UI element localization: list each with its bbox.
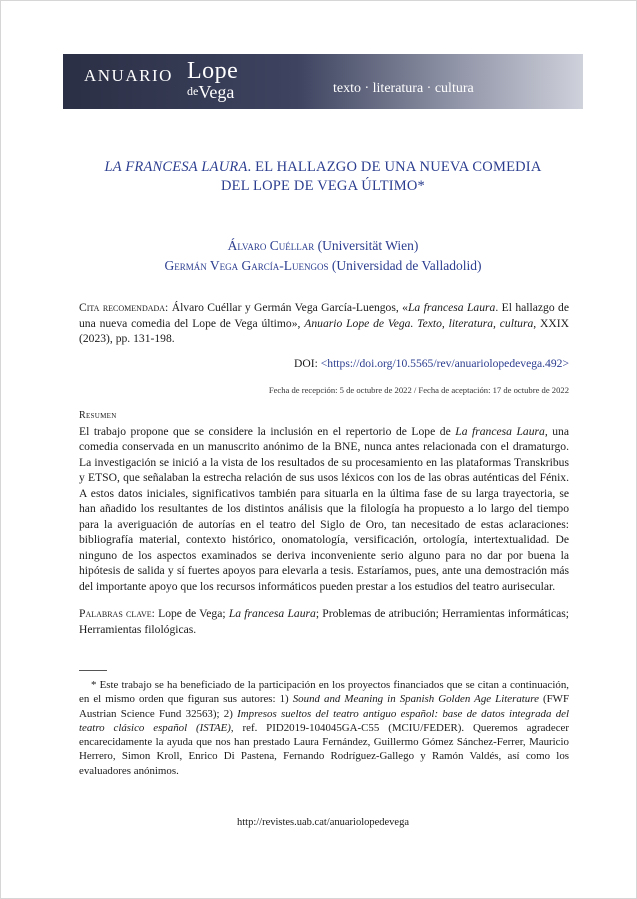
footnote <box>79 678 569 778</box>
footnote-italic-1: Sound and Meaning in Spanish Golden Age Literature <box>292 693 539 706</box>
author-1-name: Álvaro Cuéllar <box>227 238 315 253</box>
author-2 <box>63 256 583 276</box>
journal-tagline: texto · literatura · cultura <box>333 81 474 96</box>
journal-banner <box>63 54 583 109</box>
footnote-text-2: (FWF Austrian Science Fund 32563); 2) <box>79 693 569 720</box>
doi-label: DOI: <box>294 357 318 370</box>
keywords-text-a: Lope de Vega; <box>154 607 229 620</box>
journal-name-anuario: ANUARIO <box>84 66 173 85</box>
journal-logo-de: de <box>187 84 199 98</box>
citation-italic-2: Anuario Lope de Vega. Texto, literatura, cultura <box>304 316 534 330</box>
footer-url[interactable]: http://revistes.uab.cat/anuariolopedevega <box>236 817 410 828</box>
title-line1-rest: . EL HALLAZGO DE UNA NUEVA COMEDIA <box>247 159 542 175</box>
title-line2: DEL LOPE DE VEGA ÚLTIMO* <box>220 178 426 194</box>
article-title <box>63 158 583 196</box>
abstract-heading: Resumen <box>79 410 117 421</box>
footnote-italic-2: Impresos sueltos del teatro antiguo español: base de datos integrada del teatro clásico español (ISTAE) <box>79 707 570 734</box>
author-1-affiliation: (Universität Wien) <box>317 238 419 253</box>
submission-dates: Fecha de recepción: 5 de octubre de 2022 / Fecha de aceptación: 17 de octubre de 2022 <box>268 385 569 395</box>
citation-text-3: , XXIX (2023), pp. 131-198. <box>79 316 569 345</box>
keywords <box>79 606 569 637</box>
journal-logo-lope: Lope <box>187 58 239 84</box>
citation-italic-1: La francesa Laura <box>407 301 496 314</box>
journal-logo-devega <box>187 82 234 101</box>
doi-line <box>294 357 569 370</box>
keywords-text-b: ; Problemas de atribución; Herramientas informáticas; Herramientas filológicas. <box>79 607 569 636</box>
doi-link[interactable]: <https://doi.org/10.5565/rev/anuariolopedevega.492> <box>320 357 569 370</box>
author-list <box>63 236 583 276</box>
author-2-affiliation: (Universidad de Valladolid) <box>331 258 482 273</box>
journal-logo-vega: Vega <box>198 82 235 102</box>
title-italic: LA FRANCESA LAURA <box>104 159 248 175</box>
abstract-text-b: , una comedia conservada en un manuscrito anónimo de la BNE, nunca antes relacionada con el dramaturgo. La investigación se inició a la vista de los resultados de su procesamiento en las plataformas Transkribus y ETSO, que señalaban la estrecha relación de sus usos léxicos con los de las obras auténticas del Fénix. A estos datos iniciales, significativos también para situarla en la última fase de su larga trayectoria, se han añadido los resultantes de los distintos análisis que la filología ha propuesto a lo largo del tiempo para la averiguación de autorías en el teatro del Siglo de Oro, tan necesitado de estas aclaraciones: bibliografía material, contexto histórico, onomatología, versificación, ortología, intertextualidad. De ninguno de los aspectos examinados se deriva inconveniente serio alguno para no dar por buena la hipótesis de salida y sí fuertes apoyos para elevarla a tesis. Estaríamos, pues, ante una demostración más del importante apoyo que los recursos informáticos pueden prestar a los estudios del teatro aurisecular. <box>79 425 569 593</box>
keywords-italic: La francesa Laura <box>228 607 316 620</box>
author-1 <box>63 236 583 256</box>
footnote-rule <box>79 670 107 671</box>
citation-label: Cita recomendada: <box>79 301 169 314</box>
abstract-body <box>79 424 569 594</box>
author-2-name: Germán Vega García-Luengos <box>164 258 329 273</box>
footnote-text-1: * Este trabajo se ha beneficiado de la participación en los proyectos financiados que se citan a continuación, en el mismo orden que figuran sus autores: 1) <box>79 679 569 706</box>
citation-text-2: . El hallazgo de una nueva comedia del Lope de Vega último», <box>79 301 569 330</box>
abstract-italic: La francesa Laura <box>455 425 545 438</box>
keywords-label: Palabras clave: <box>79 607 155 620</box>
citation-text-1: Álvaro Cuéllar y Germán Vega García-Luengos, « <box>171 301 408 314</box>
abstract-text-a: El trabajo propone que se considere la inclusión en el repertorio de Lope de <box>79 425 456 438</box>
footnote-text-3: , ref. PID2019-104045GA-C55 (MCIU/FEDER). Queremos agradecer encarecidamente la ayuda que nos han prestado Laura Fernández, Guillermo Gómez Sánchez-Ferrer, Mauricio Herrero, Simon Kroll, Enrico Di Pastena, Fernando Rodríguez-Gallego y Ramón Valdés, así como los evaluadores anónimos. <box>79 721 569 777</box>
recommended-citation <box>79 300 569 347</box>
